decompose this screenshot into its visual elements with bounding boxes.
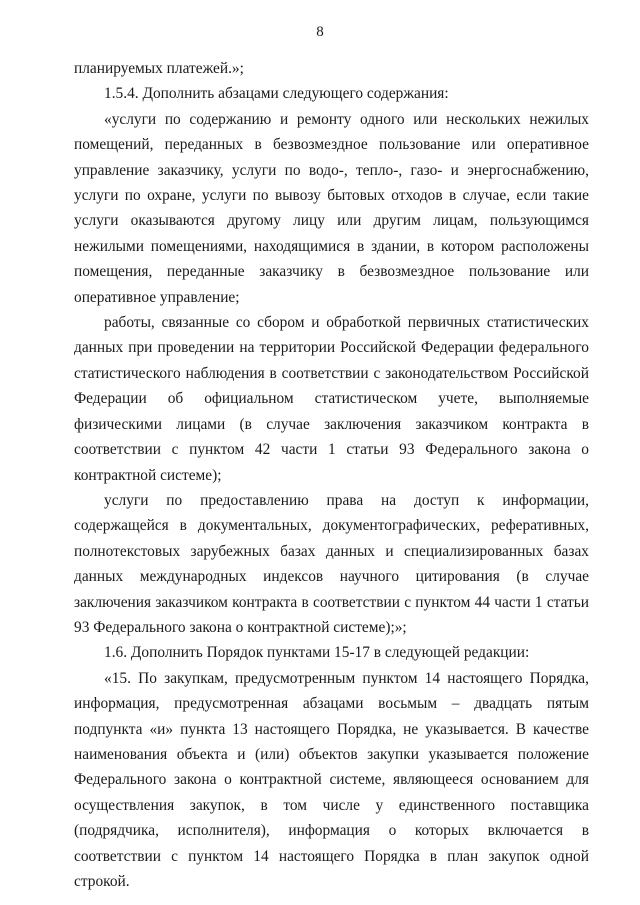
paragraph-services-maintenance: «услуги по содержанию и ремонту одного или нескольких нежилых помещений, переданных в безвозмездное пользование или оперативное управление заказчику, услуги по водо-, тепло-, газо- и энергоснабжению, услуги по охране, услуги по вывозу бытовых отходов в случае, если такие услуги оказываются другому лицу или другим лицам, пользующимся нежилыми помещениями, находящимися в здании, в котором расположены помещения, переданные заказчику в безвозмездное пользование или оперативное управление; [74,110,589,306]
document-body [74,56,589,894]
paragraph-continuation: планируемых платежей.»; [74,60,244,77]
paragraph-database-access: услуги по предоставлению права на доступ к информации, содержащейся в документальных, документографических, реферативных, полнотекстовых зарубежных базах данных и специализированных базах данных международных индексов научного цитирования (в случае заключения заказчиком контракта в соответствии с пунктом 44 части 1 статьи 93 Федерального закона о контрактной системе);»; [74,491,589,636]
paragraph-item-15: «15. По закупкам, предусмотренным пунктом 14 настоящего Порядка, информация, предусмотренная абзацами восьмым – двадцать пятым подпункта «и» пункта 13 настоящего Порядка, не указывается. В качестве наименования объекта и (или) объектов закупки указывается положение Федерального закона о контрактной системе, являющееся основанием для осуществления закупок, в том числе у единственного поставщика (подрядчика, исполнителя), информация о которых включается в соответствии с пунктом 14 настоящего Порядка в план закупок одной строкой. [74,669,589,890]
page-number: 8 [316,24,324,40]
paragraph-clause-1-6: 1.6. Дополнить Порядок пунктами 15-17 в следующей редакции: [104,644,530,662]
paragraph-statistical-works: работы, связанные со сбором и обработкой первичных статистических данных при проведении на территории Российской Федерации федерального статистического наблюдения в соответствии с законодательством Российской Федерации об официальном статистическом учете, выполняемые физическими лицами (в случае заключения заказчиком контракта в соответствии с пунктом 42 части 1 статьи 93 Федерального закона о контрактной системе); [74,314,589,484]
paragraph-clause-1-5-4: 1.5.4. Дополнить абзацами следующего содержания: [104,85,449,103]
